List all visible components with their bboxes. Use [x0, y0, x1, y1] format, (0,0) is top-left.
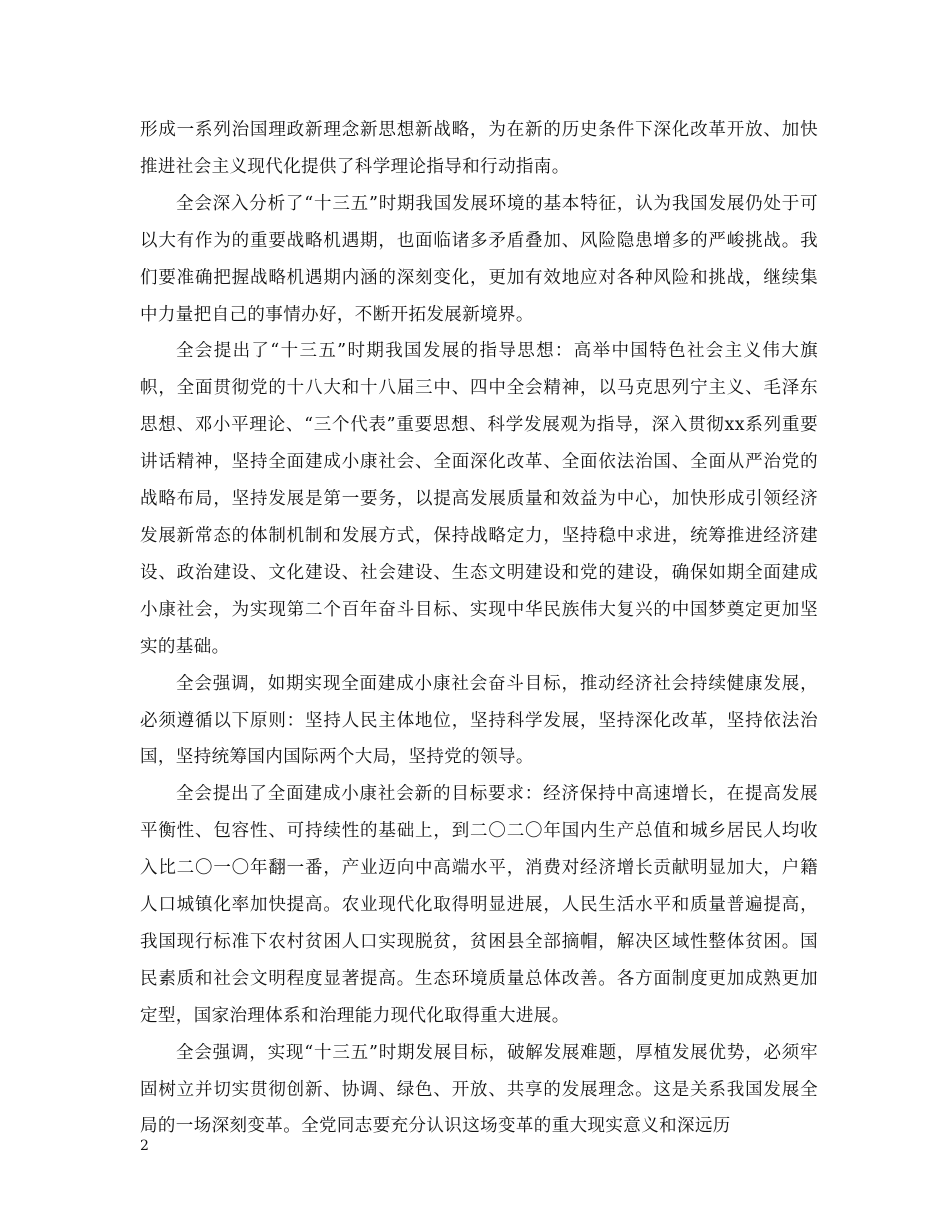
paragraph-guiding-ideology: 全会提出了“十三五”时期我国发展的指导思想：高举中国特色社会主义伟大旗帜，全面贯彻党的十八大和十八届三中、四中全会精神，以马克思列宁主义、毛泽东思想、邓小平理论、“三个代表”重要思想、科学发展观为指导，深入贯彻xx系列重要讲话精神，坚持全面建成小康社会、全面深化改革、全面依法治国、全面从严治党的战略布局，坚持发展是第一要务，以提高发展质量和效益为中心，加快形成引领经济发展新常态的体制机制和发展方式，保持战略定力，坚持稳中求进，统筹推进经济建设、政治建设、文化建设、社会建设、生态文明建设和党的建设，确保如期全面建成小康社会，为实现第二个百年奋斗目标、实现中华民族伟大复兴的中国梦奠定更加坚实的基础。: [140, 341, 818, 657]
paragraph-continued: 形成一系列治国理政新理念新思想新战略，为在新的历史条件下深化改革开放、加快推进社会主义现代化提供了科学理论指导和行动指南。: [140, 120, 818, 177]
paragraph-principles: 全会强调，如期实现全面建成小康社会奋斗目标，推动经济社会持续健康发展，必须遵循以下原则：坚持人民主体地位，坚持科学发展，坚持深化改革，坚持依法治国，坚持统筹国内国际两个大局，坚持党的领导。: [140, 673, 818, 768]
paragraph-goals: 全会提出了全面建成小康社会新的目标要求：经济保持中高速增长，在提高发展平衡性、包容性、可持续性的基础上，到二〇二〇年国内生产总值和城乡居民人均收入比二〇一〇年翻一番，产业迈向中高端水平，消费对经济增长贡献明显加大，户籍人口城镇化率加快提高。农业现代化取得明显进展，人民生活水平和质量普遍提高，我国现行标准下农村贫困人口实现脱贫，贫困县全部摘帽，解决区域性整体贫困。国民素质和社会文明程度显著提高。生态环境质量总体改善。各方面制度更加成熟更加定型，国家治理体系和治理能力现代化取得重大进展。: [140, 784, 818, 1026]
page-number: 2: [140, 1138, 149, 1154]
body-text: [140, 112, 818, 1145]
paragraph-development-concepts: 全会强调，实现“十三五”时期发展目标，破解发展难题，厚植发展优势，必须牢固树立并切实贯彻创新、协调、绿色、开放、共享的发展理念。这是关系我国发展全局的一场深刻变革。全党同志要充分认识这场变革的重大现实意义和深远历: [140, 1042, 818, 1137]
paragraph-development-environment: 全会深入分析了“十三五”时期我国发展环境的基本特征，认为我国发展仍处于可以大有作为的重要战略机遇期，也面临诸多矛盾叠加、风险隐患增多的严峻挑战。我们要准确把握战略机遇期内涵的深刻变化，更加有效地应对各种风险和挑战，继续集中力量把自己的事情办好，不断开拓发展新境界。: [140, 193, 818, 325]
